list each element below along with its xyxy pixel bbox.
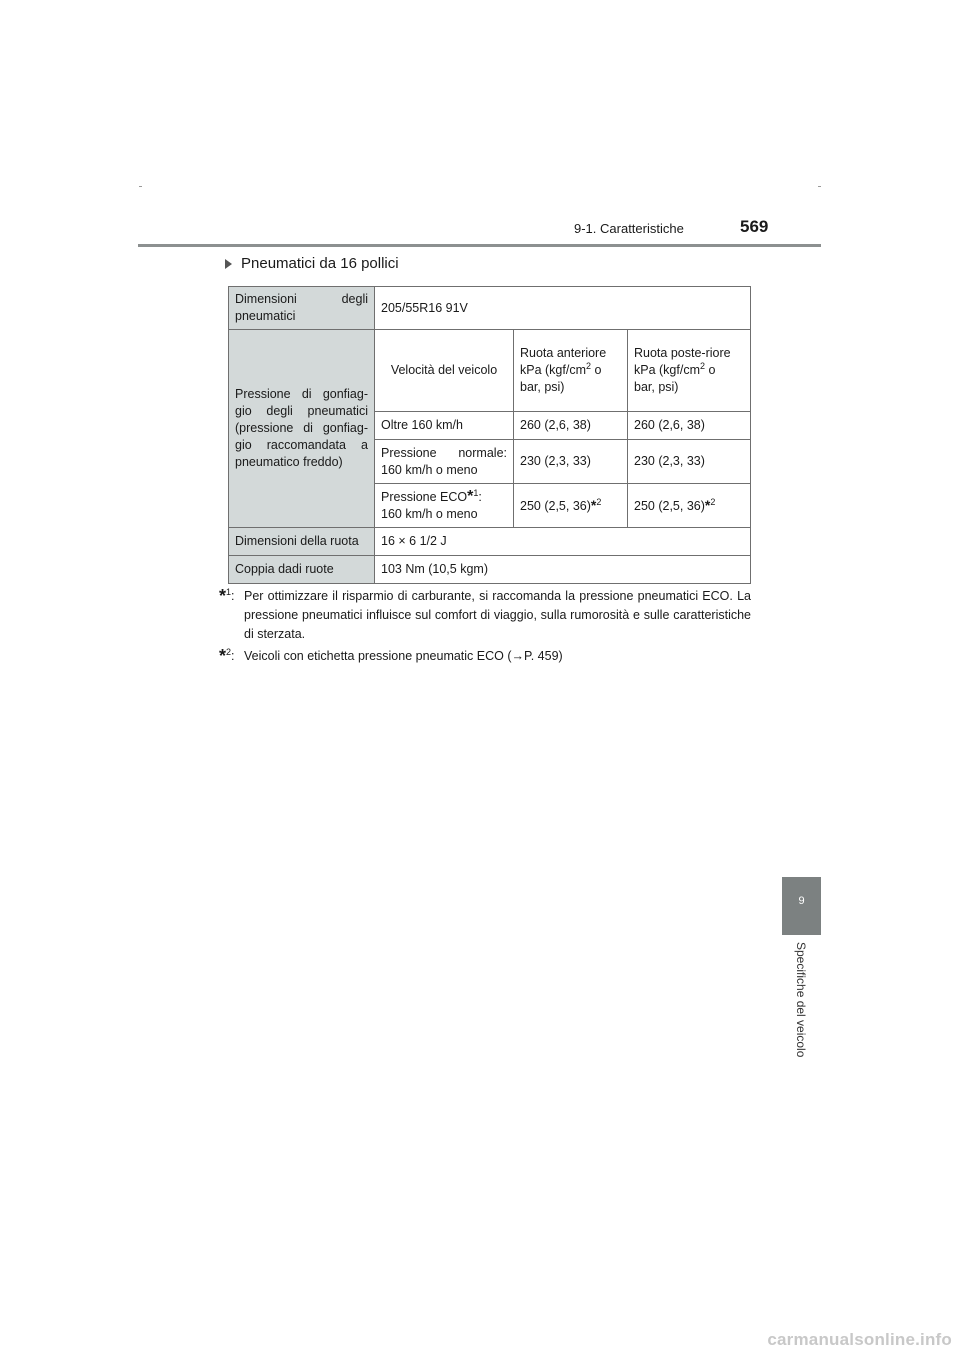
wheel-size-value: 16 × 6 1/2 J	[375, 528, 751, 556]
footnote-star: *	[219, 646, 227, 666]
pressure-label: Pressione di gonfiag-gio degli pneumatici (pressione di gonfiag-gio raccomandata a pneumatico freddo)	[229, 330, 375, 528]
footnote-star: *	[590, 496, 597, 513]
footnote-1	[219, 587, 751, 644]
subsection-heading	[225, 255, 399, 272]
col-rear-text-4: bar, psi)	[634, 380, 679, 394]
chapter-tab: 9	[782, 877, 821, 935]
subsection-heading-text: Pneumatici da 16 pollici	[241, 255, 399, 272]
row3-rear	[628, 484, 751, 528]
col-front-text-3: o	[591, 363, 602, 377]
header-rule	[138, 244, 821, 247]
row2-front: 230 (2,3, 33)	[514, 440, 628, 484]
watermark: carmanualsonline.info	[767, 1330, 952, 1349]
row3-rear-text: 250 (2,5, 36)	[634, 498, 705, 513]
row1-front: 260 (2,6, 38)	[514, 412, 628, 440]
crop-mark-right	[818, 186, 821, 187]
row3-speed-text-a: Pressione ECO	[381, 489, 468, 504]
footnote-star: *	[467, 487, 474, 505]
table-row	[229, 528, 751, 556]
torque-value: 103 Nm (10,5 kgm)	[375, 556, 751, 584]
footnote-colon: :	[231, 589, 235, 603]
col-header-front	[514, 330, 628, 412]
row1-rear: 260 (2,6, 38)	[628, 412, 751, 440]
footnote-num: 1	[473, 487, 479, 498]
col-front-text-4: bar, psi)	[520, 380, 565, 394]
triangle-bullet-icon	[225, 259, 232, 269]
footnote-star: *	[219, 586, 227, 606]
footnote-2-mark	[219, 647, 244, 666]
tire-size-label: Dimensioni degli pneumatici	[229, 287, 375, 330]
wheel-size-label: Dimensioni della ruota	[229, 528, 375, 556]
col-rear-text-3: o	[705, 363, 716, 377]
torque-label: Coppia dadi ruote	[229, 556, 375, 584]
row2-rear: 230 (2,3, 33)	[628, 440, 751, 484]
col-front-sup: 2	[586, 360, 592, 371]
footnote-1-text: Per ottimizzare il risparmio di carburante, si raccomanda la pressione pneumatici ECO. La pressione pneumatici influisce sul comfort di viaggio, sulla rumorosità e sulle caratteristiche di sterzata.	[244, 589, 751, 641]
crop-mark-left	[139, 186, 142, 187]
chapter-label-text: Specifiche del veicolo	[794, 942, 808, 1058]
footnote-num: 2	[596, 496, 602, 507]
col-front-text-1: Ruota anteriore	[520, 346, 607, 360]
table-row	[229, 330, 751, 412]
table-row	[229, 287, 751, 330]
footnote-num: 2	[710, 496, 716, 507]
tire-size-value: 205/55R16 91V	[375, 287, 751, 330]
row2-speed: Pressione normale: 160 km/h o meno	[375, 440, 514, 484]
row3-front-text: 250 (2,5, 36)	[520, 498, 591, 513]
row3-speed	[375, 484, 514, 528]
table-row	[229, 556, 751, 584]
col-rear-text-2: kPa (kgf/cm	[634, 363, 700, 377]
row3-front	[514, 484, 628, 528]
row3-speed-text-c: 160 km/h o meno	[381, 506, 478, 521]
col-rear-text-1: Ruota poste-riore	[634, 346, 731, 360]
footnote-2-text: Veicoli con etichetta pressione pneumatic ECO (→P. 459)	[244, 649, 563, 663]
col-front-text-2: kPa (kgf/cm	[520, 363, 586, 377]
row1-speed: Oltre 160 km/h	[375, 412, 514, 440]
footnote-colon: :	[231, 649, 235, 663]
footnote-2	[219, 647, 751, 666]
footnote-star: *	[704, 496, 711, 513]
col-header-rear	[628, 330, 751, 412]
col-rear-sup: 2	[700, 360, 706, 371]
chapter-label	[781, 942, 821, 1072]
footnote-1-mark	[219, 587, 244, 644]
col-header-speed: Velocità del veicolo	[375, 330, 514, 412]
tire-spec-table	[228, 286, 751, 584]
page-number: 569	[740, 217, 769, 236]
footnote-num: 1	[226, 586, 232, 597]
footnote-num: 2	[226, 646, 232, 657]
section-title: 9-1. Caratteristiche	[574, 221, 684, 236]
row3-speed-text-b: :	[478, 489, 482, 504]
